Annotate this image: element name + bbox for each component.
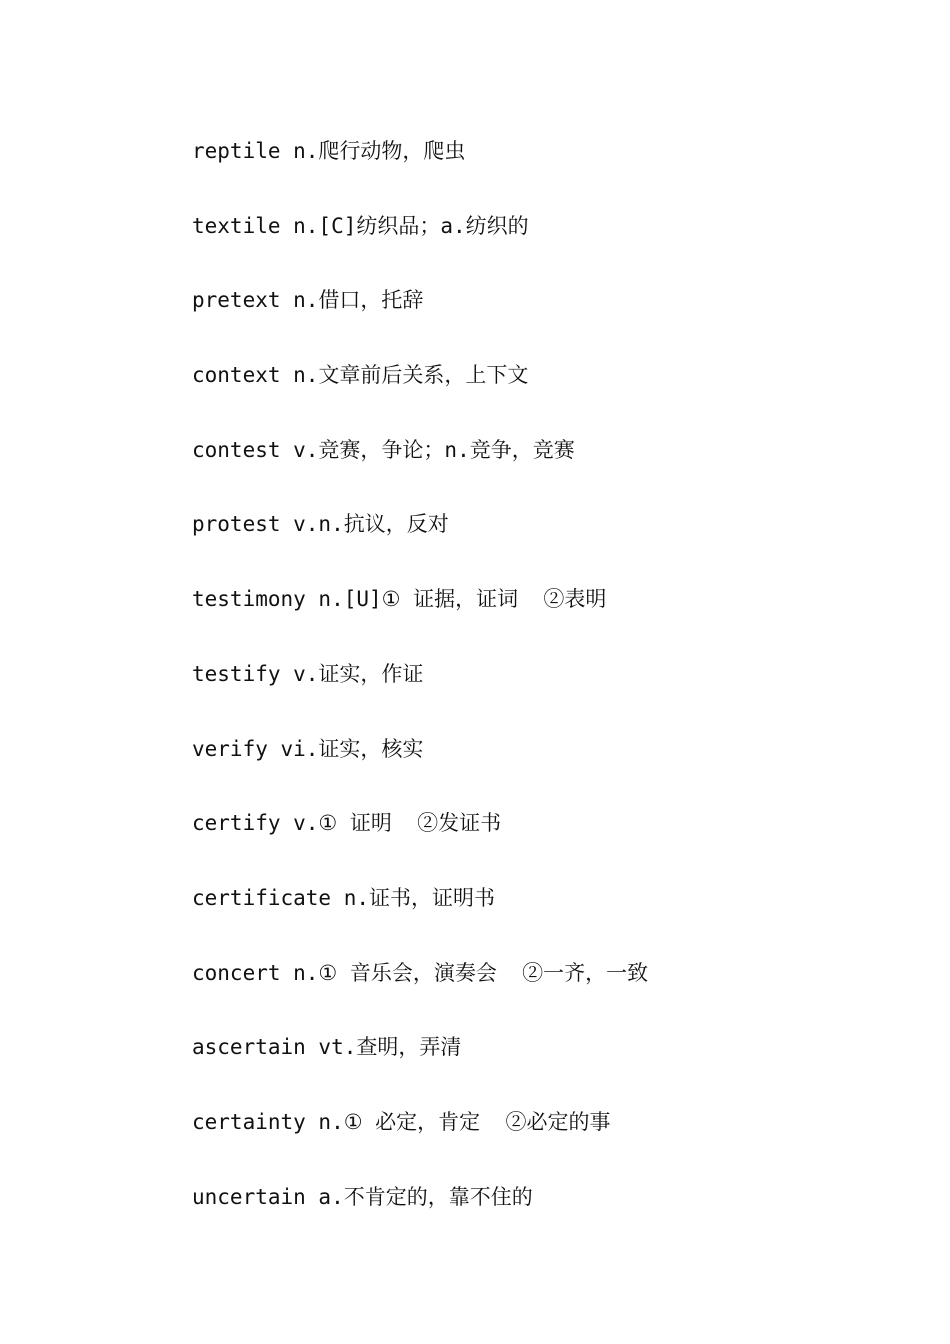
vocabulary-entry: verify vi.证实，核实	[192, 736, 424, 761]
vocabulary-entry: contest v.竞赛，争论；n.竞争，竞赛	[192, 437, 575, 462]
vocabulary-entry: pretext n.借口，托辞	[192, 288, 424, 313]
vocabulary-entry: ascertain vt.查明，弄清	[192, 1035, 462, 1060]
vocabulary-entry: uncertain a.不肯定的，靠不住的	[192, 1184, 533, 1209]
vocabulary-entry: testify v.证实，作证	[192, 661, 424, 686]
vocabulary-list	[192, 132, 648, 1252]
vocabulary-entry: certificate n.证书，证明书	[192, 885, 496, 910]
vocabulary-entry: certainty n.① 必定，肯定 ②必定的事	[192, 1109, 611, 1134]
vocabulary-entry: context n.文章前后关系，上下文	[192, 363, 529, 388]
vocabulary-entry: testimony n.[U]① 证据，证词 ②表明	[192, 587, 607, 612]
vocabulary-entry: textile n.[C]纺织品；a.纺织的	[192, 213, 529, 238]
vocabulary-entry: concert n.① 音乐会，演奏会 ②一齐，一致	[192, 960, 649, 985]
vocabulary-entry: reptile n.爬行动物，爬虫	[192, 139, 466, 163]
vocabulary-entry: certify v.① 证明 ②发证书	[192, 811, 502, 836]
vocabulary-entry: protest v.n.抗议，反对	[192, 512, 449, 537]
